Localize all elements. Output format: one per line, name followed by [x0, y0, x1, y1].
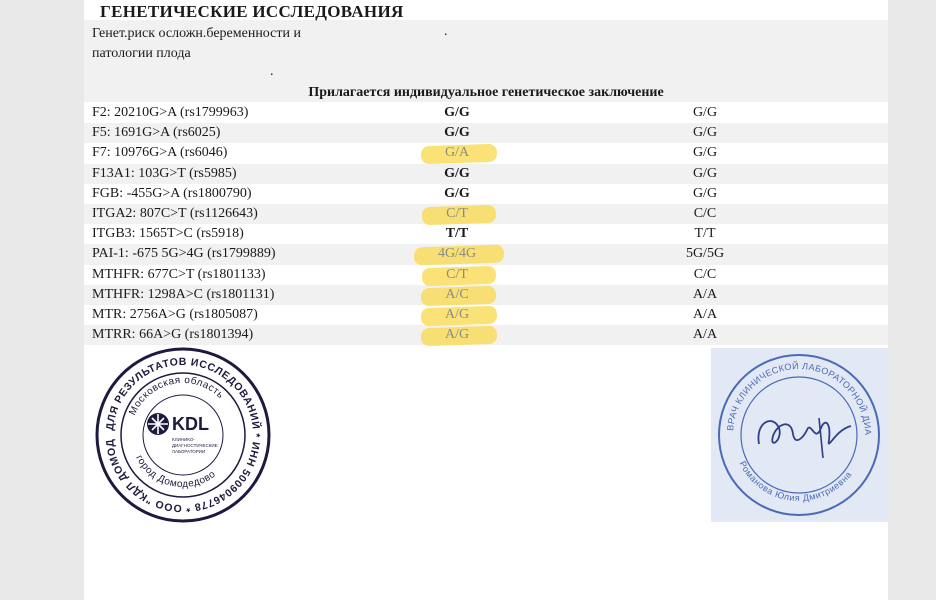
reference-cell: G/G: [522, 103, 888, 123]
stamp-city-text: город Домодедово: [133, 453, 218, 491]
lab-report-page: [84, 0, 888, 600]
marker-cell: MTRR: 66A>G (rs1801394): [84, 325, 392, 345]
report-subtitle: Прилагается индивидуальное генетическое заключение: [308, 85, 664, 100]
kdl-logo-icon: [147, 413, 169, 435]
risk-label: [92, 24, 352, 64]
stamp-logo-sub2: ДИАГНОСТИЧЕСКИЕ: [172, 443, 218, 448]
report-title: ГЕНЕТИЧЕСКИЕ ИССЛЕДОВАНИЯ: [100, 2, 404, 21]
risk-value-dot: .: [444, 24, 448, 39]
marker-cell: FGB: -455G>A (rs1800790): [84, 184, 392, 204]
reference-cell: A/A: [522, 325, 888, 345]
organization-stamp-graphic: [94, 346, 272, 524]
reference-cell: G/G: [522, 143, 888, 163]
marker-cell: PAI-1: -675 5G>4G (rs1799889): [84, 244, 392, 264]
marker-cell: F5: 1691G>A (rs6025): [84, 123, 392, 143]
genotype-row: [84, 244, 888, 264]
reference-cell: T/T: [522, 224, 888, 244]
marker-cell: ITGA2: 807C>T (rs1126643): [84, 204, 392, 224]
svg-text:Романова Юлия Дмитриевна: [737, 459, 853, 503]
doctor-stamp-ring-text: ВРАЧ КЛИНИЧЕСКОЙ ЛАБОРАТОРНОЙ ДИА: [725, 360, 874, 436]
genotype-row: [84, 143, 888, 163]
marker-cell: MTHFR: 1298A>C (rs1801131): [84, 285, 392, 305]
highlighted-result: A/G: [435, 325, 479, 345]
result-cell: [392, 143, 522, 163]
genotype-row: [84, 123, 888, 143]
result-cell: [392, 184, 522, 204]
reference-cell: 5G/5G: [522, 244, 888, 264]
result-cell: [392, 123, 522, 143]
genotype-row: [84, 265, 888, 285]
result-value: G/G: [444, 125, 470, 141]
genotype-row: [84, 204, 888, 224]
result-cell: [392, 204, 522, 224]
reference-cell: A/A: [522, 305, 888, 325]
result-cell: [392, 265, 522, 285]
result-value: G/G: [444, 165, 470, 181]
result-cell: [392, 285, 522, 305]
marker-cell: ITGB3: 1565T>C (rs5918): [84, 224, 392, 244]
highlighted-result: A/G: [435, 305, 479, 325]
doctor-stamp-graphic: [711, 348, 888, 522]
marker-cell: MTR: 2756A>G (rs1805087): [84, 305, 392, 325]
marker-cell: F13A1: 103G>T (rs5985): [84, 164, 392, 184]
svg-text:ВРАЧ КЛИНИЧЕСКОЙ ЛАБОРАТОРНОЙ: [711, 348, 873, 436]
genotype-row: [84, 305, 888, 325]
reference-cell: C/C: [522, 265, 888, 285]
highlighted-result: 4G/4G: [428, 244, 486, 264]
genotype-row: [84, 224, 888, 244]
result-value: G/G: [444, 105, 470, 121]
result-cell: [392, 305, 522, 325]
genotype-table: [84, 103, 888, 345]
doctor-stamp-name-text: Романова Юлия Дмитриевна: [737, 459, 854, 504]
stamp-region-text: Московская область: [127, 374, 226, 418]
result-cell: [392, 103, 522, 123]
marker-cell: F7: 10976G>A (rs6046): [84, 143, 392, 163]
stamp-logo-sub1: КЛИНИКО-: [172, 437, 195, 442]
reference-cell: A/A: [522, 285, 888, 305]
highlighted-result: C/T: [436, 265, 478, 285]
stamp-logo-text: KDL: [172, 414, 209, 434]
genotype-row: [84, 184, 888, 204]
reference-cell: G/G: [522, 164, 888, 184]
result-value: G/G: [444, 185, 470, 201]
result-cell: [392, 325, 522, 345]
highlighted-result: G/A: [435, 143, 479, 163]
risk-label-line1: Генет.риск осложн.беременности и: [92, 26, 301, 41]
risk-value-dot-2: .: [270, 64, 274, 79]
genotype-row: [84, 164, 888, 184]
risk-label-line2: патологии плода: [92, 46, 191, 61]
stamp-ring-text: ДЛЯ РЕЗУЛЬТАТОВ ИССЛЕДОВАНИЙ * ИНН 5009046778 * ООО "КДЛ ДОМОД: [104, 355, 263, 515]
highlighted-result: A/C: [435, 285, 478, 305]
result-cell: [392, 244, 522, 264]
genotype-row: [84, 103, 888, 123]
signature-scribble: [758, 421, 851, 444]
genotype-row: [84, 325, 888, 345]
result-value: T/T: [445, 226, 469, 242]
reference-cell: G/G: [522, 123, 888, 143]
result-cell: [392, 224, 522, 244]
marker-cell: MTHFR: 677C>T (rs1801133): [84, 265, 392, 285]
marker-cell: F2: 20210G>A (rs1799963): [84, 103, 392, 123]
highlighted-result: C/T: [436, 204, 478, 224]
stamp-logo-sub3: ЛАБОРАТОРИИ: [172, 449, 206, 454]
organization-stamp: [94, 346, 272, 524]
genotype-row: [84, 285, 888, 305]
reference-cell: C/C: [522, 204, 888, 224]
doctor-signature-stamp: [711, 348, 888, 522]
result-cell: [392, 164, 522, 184]
reference-cell: G/G: [522, 184, 888, 204]
